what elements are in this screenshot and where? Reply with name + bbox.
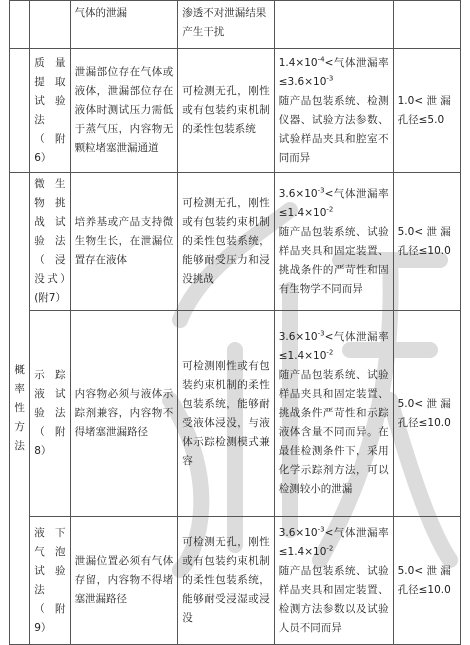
method-cell: 质量提取试验法（附6） bbox=[30, 49, 70, 173]
method-cell: 示踪液试验法（附8） bbox=[30, 311, 70, 517]
table-row bbox=[10, 49, 461, 173]
category-cell: 概率性方法 bbox=[10, 173, 30, 645]
method-cell bbox=[30, 1, 70, 49]
category-cell-empty bbox=[10, 49, 30, 173]
detection-cell: $1.4\times 10^{-4}<$气体泄漏率$\le 3.6\times 10^{-3}$ 随产品包装系统、检测仪器、试验方法参数、试验样品夹具和腔室不同而异 bbox=[274, 49, 393, 173]
principle-cell: 泄漏位置必须有气体存留，内容物不得堵塞泄漏路径 bbox=[70, 517, 178, 645]
principle-cell: 泄漏部位存在气体或液体，泄漏部位存在液体时测试压力需低于蒸气压，内容物无颗粒堵塞泄漏通道 bbox=[70, 49, 178, 173]
leak-test-methods-table bbox=[9, 0, 461, 645]
scope-cell: 渗透不对泄漏结果产生干扰 bbox=[178, 1, 274, 49]
table-row bbox=[10, 173, 461, 311]
scope-cell: 可检测刚性或有包装约束机制的柔性包装系统，能够耐受液体浸没，与液体示踪检测模式兼容 bbox=[178, 311, 274, 517]
criteria-cell: 5.0< 泄 漏孔径≤10.0 bbox=[393, 173, 460, 311]
criteria-cell: 5.0< 泄 漏孔径≤10.0 bbox=[393, 311, 460, 517]
table-row bbox=[10, 1, 461, 49]
method-cell: 微生物挑战试验法（浸没式）(附7） bbox=[30, 173, 70, 311]
method-cell: 液下气泡试验法（附9） bbox=[30, 517, 70, 645]
detection-cell: $3.6\times 10^{-3}<$气体泄漏率$\le 1.4\times 10^{-2}$ 随产品包装系统、试验样品夹具和固定装置、挑战条件的严苛性和固有生物学不同而异 bbox=[274, 173, 393, 311]
scope-cell: 可检测无孔，刚性或有包装约束机制的柔性包装系统，能够耐受压力和浸没挑战 bbox=[178, 173, 274, 311]
detection-cell: $3.6\times 10^{-3}<$气体泄漏率$\le 1.4\times 10^{-2}$ 随产品包装系统、试验样品夹具和固定装置、挑战条件严苛性和示踪液体含量不同而异。在最佳检测条件下，采用化学示踪剂方法，可以检测较小的泄漏 bbox=[274, 311, 393, 517]
category-cell-empty bbox=[10, 1, 30, 49]
criteria-cell bbox=[393, 1, 460, 49]
criteria-cell: 1.0< 泄 漏孔径≤5.0 bbox=[393, 49, 460, 173]
scope-cell: 可检测无孔，刚性或有包装约束机制的柔性包装系统 bbox=[178, 49, 274, 173]
table-row bbox=[10, 517, 461, 645]
detection-cell: $3.6\times 10^{-3}<$气体泄漏率$\le 1.4\times 10^{-2}$ 随产品包装系统、试验样品夹具和固定装置、检测方法参数以及试验人员不同而异 bbox=[274, 517, 393, 645]
table-row bbox=[10, 311, 461, 517]
criteria-cell: 5.0< 泄 漏孔径≤10.0 bbox=[393, 517, 460, 645]
scope-cell: 可检测无孔，刚性或有包装约束机制的柔性包装系统，能够耐受浸湿或浸没 bbox=[178, 517, 274, 645]
detection-cell bbox=[274, 1, 393, 49]
principle-cell: 气体的泄漏 bbox=[70, 1, 178, 49]
principle-cell: 培养基或产品支持微生物生长，在泄漏位置存在液体 bbox=[70, 173, 178, 311]
principle-cell: 内容物必须与液体示踪剂兼容，内容物不得堵塞泄漏路径 bbox=[70, 311, 178, 517]
